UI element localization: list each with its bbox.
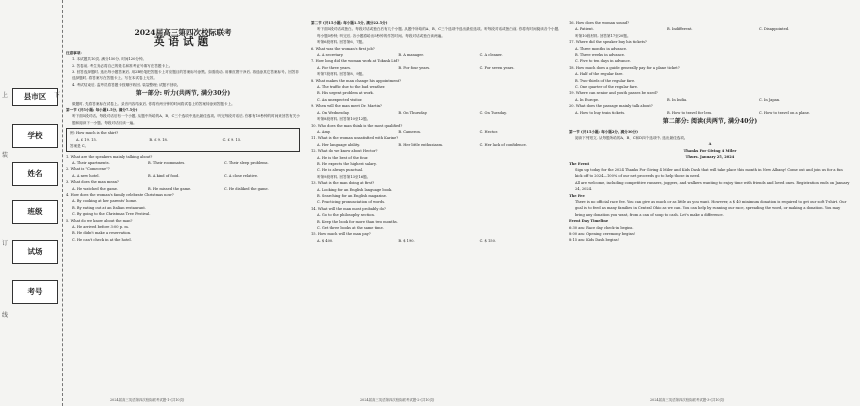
timeline-item: 8:00 am: Opening ceremony begins! [569, 232, 636, 236]
timeline-item: 8:15 am: Kids Dash begins! [569, 238, 620, 243]
fee-paragraph: There is no official race fee. You can give as much or as little as you want. However, a $ 40 minimum donation is required to get our soft T-shirt. Our goal is to feed as many families in Central Ohio as we can. You can help by running our race, spreading the word, or making a donation. You may bring any donation you want, from a can of soup to cash. Let's make a difference. [575, 199, 847, 217]
question-text: 20. What does the passage mainly talk about? [569, 104, 653, 109]
option[interactable]: A. Her language ability. [317, 142, 360, 147]
school-field[interactable]: 学校 [12, 124, 58, 148]
question-text: 16. How does the woman sound? [569, 21, 630, 25]
option[interactable]: B. On Thursday. [398, 110, 428, 115]
question [311, 148, 561, 174]
option[interactable]: A. Go to the philosophy section. [317, 213, 375, 218]
question [66, 179, 300, 192]
option[interactable]: C. $ 150. [479, 238, 496, 243]
question [311, 58, 561, 71]
page-footer: 2024届高三英语第四次校际联考试题-1-(共10页) [110, 398, 185, 402]
option[interactable]: B. Searching for an English magazine. [317, 193, 388, 198]
question-text: 15. How much will the man pay? [311, 232, 371, 237]
question [66, 166, 300, 179]
option[interactable]: B. Cameron. [398, 129, 422, 134]
question [569, 103, 851, 116]
option[interactable]: A. Patient. [575, 27, 594, 32]
option[interactable]: B. Three weeks in advance. [575, 53, 626, 58]
option[interactable]: C. A cleaner. [479, 53, 503, 58]
question-text: 19. Where can senior and youth passes be used? [569, 91, 658, 96]
option[interactable]: A. How to buy train tickets. [575, 110, 626, 115]
option[interactable]: C. Hector. [479, 129, 498, 134]
question [311, 103, 561, 116]
option[interactable]: B. A kind of food. [148, 173, 180, 178]
option[interactable]: C. Get three books at the same time. [317, 226, 384, 230]
option[interactable]: C. In Japan. [759, 97, 781, 102]
binding-char: 线 [2, 312, 9, 319]
passage-title: Thanks For Giving 4 Miler [683, 148, 737, 153]
option[interactable]: B. Her little enthusiasm. [398, 142, 444, 147]
instructions: 听下面5段对话。每段对话后有一个小题, 从题中所给的A、B、C三个选项中选出最佳选项。听完每段对话后, 你都有10秒钟的时间来回答有关小题和阅读下一小题。每段对话仅读一遍。 [72, 114, 300, 125]
option[interactable]: A. Half of the regular fare. [575, 72, 624, 77]
question [569, 33, 851, 65]
instructions: 阅读下列短文, 从每题所给的A、B、C和D四个选项中, 选出最佳选项。 [575, 135, 688, 140]
question-text: 2. What is "Comecene"? [66, 167, 110, 172]
option[interactable]: C. Five to ten days in advance. [575, 59, 631, 64]
page-2 [311, 0, 561, 244]
question-text: 3. What does the man mean? [66, 180, 119, 185]
example-question: 例: How much is the shirt? [70, 131, 119, 136]
option: A. £ 19. 15. [76, 137, 97, 142]
page-footer: 2024届高三英语第四次校际联考试题-3-(共10页) [650, 398, 725, 402]
question-text: 18. How much does a guide generally pay for a plane ticket? [569, 65, 680, 70]
question-text: 1. What are the speakers mainly talking about? [66, 154, 153, 159]
option[interactable]: C. He is always punctual. [317, 168, 364, 173]
question [311, 206, 561, 232]
option[interactable]: A. A secretary. [317, 53, 344, 58]
option: C. £ 9. 15. [222, 137, 242, 142]
option[interactable]: A. He watched the game. [72, 186, 118, 191]
note-item: 2. 答卷前, 考生务必将自己的姓名和准考证号填写在答题卡上。 [72, 63, 173, 68]
option[interactable]: C. Practicing pronunciation of words. [317, 200, 386, 205]
question [66, 218, 300, 244]
option[interactable]: A. He is the best of the four. [317, 155, 369, 160]
event-paragraph: All are welcome, including competitive runners, joggers, and walkers wanting to enjoy time with friends and loved ones. Registration ends on January 24, 2024. [575, 180, 850, 192]
option[interactable]: C. How to travel on a plane. [759, 110, 811, 115]
question [311, 39, 561, 58]
question-text: 11. What is the woman unsatisfied with Karine? [311, 136, 399, 141]
option[interactable]: C. By going to the Christmas Tree Festival. [72, 212, 151, 217]
option[interactable]: C. For seven years. [479, 65, 515, 70]
option[interactable]: C. One quarter of the regular fare. [575, 85, 639, 90]
question-text: 6. What was the woman's first job? [311, 46, 375, 51]
option[interactable]: C. Her lack of confidence. [479, 142, 527, 147]
question [569, 20, 851, 33]
option[interactable]: B. A manager. [398, 53, 424, 58]
question-lead: 听第10段材料, 回答第17至20题。 [575, 33, 631, 38]
name-field[interactable]: 姓名 [12, 162, 58, 186]
option[interactable]: B. He expects the highest salary. [317, 161, 377, 166]
option[interactable]: B. Keep the book for more than two months. [317, 219, 398, 224]
exam-subtitle: 英语试题 [153, 36, 213, 49]
question [311, 116, 561, 135]
option[interactable]: B. By eating out at an Italian restaurant. [72, 205, 147, 210]
question-text: 17. Where did the speaker buy his tickets? [569, 40, 647, 45]
section-heading: 第一节 (共5小题; 每小题1.5分, 满分7.5分) [66, 108, 138, 113]
option[interactable]: A. He arrived before 3:00 p. m. [72, 224, 129, 229]
option[interactable]: B. His urgent problem at work. [317, 91, 374, 96]
question-text: 9. When will the man meet Dr. Martin? [311, 104, 382, 109]
question-lead: 听第9段材料, 回答第13至16题。 [317, 174, 371, 179]
option[interactable]: C. He disliked the game. [224, 186, 269, 191]
note-item: 3. 回答选择题时, 选出每小题答案后, 用2B铅笔把答题卡上对应题目的答案标号涂黑。如需改动, 用橡皮擦干净后, 再选涂其它答案标号。回答非选择题时, 将答案写在答题卡上。写在本试卷上无效。 [72, 70, 300, 81]
option[interactable]: B. For four years. [398, 65, 431, 70]
binding-margin [0, 0, 63, 406]
section-heading: 第二节 (共15小题; 每小题1.5分, 满分22.5分) [311, 21, 388, 25]
option[interactable]: A. Looking for an English language book. [317, 187, 393, 192]
class-field[interactable]: 班级 [12, 200, 58, 224]
question [311, 71, 561, 103]
question-lead: 听第6段材料, 回答第6、7题。 [317, 40, 366, 45]
option[interactable]: A. A new hotel. [72, 173, 100, 178]
question [311, 231, 561, 244]
page-1 [66, 0, 300, 243]
question [66, 154, 300, 167]
event-paragraph: Sign up today for the 2024 Thanks For Giving 4 Miler and Kids Dash that will take place this month in New Albany! Come out and join us for a fun kick off to 2024—100% of our net proceeds go to help those in need. [575, 167, 843, 179]
question-list [66, 154, 300, 244]
question [311, 174, 561, 206]
option[interactable]: C. On Tuesday. [479, 110, 507, 115]
option[interactable]: C. A close relative. [224, 173, 259, 178]
example-box [66, 128, 300, 151]
option[interactable]: A. Three months in advance. [575, 46, 628, 51]
option: B. £ 9. 18. [149, 137, 168, 142]
timeline-item: 6:30 am: Race day check-in begins. [569, 225, 634, 230]
binding-char: 上 [2, 92, 9, 99]
question-lead: 听第8段材料, 回答第10至12题。 [317, 117, 371, 122]
section-heading: 第一节 (共15小题; 每小题2分, 满分30分) [569, 129, 638, 134]
instructions: 听下面5段对话或独白。每段对话或独白后有几个小题, 从题中所给的A、B、C三个选项中选出最佳选项。听每段对话或独白前, 你将有时间阅读各个小题, 每小题5秒钟; 听完后, 各小题将给出5秒钟的作答时间。每段对话或独白读两遍。 [317, 27, 560, 38]
page-3 [569, 0, 851, 244]
passage-letter: A [708, 142, 712, 147]
binding-char: 装 [2, 152, 9, 159]
fee-heading: The Fee [569, 193, 585, 198]
notes-heading: 注意事项: [66, 50, 82, 55]
page-footer: 2024届高三英语第四次校际联考试题-2-(共10页) [360, 398, 435, 402]
option[interactable]: A. Their apartments. [72, 160, 110, 165]
county-field[interactable]: 县市区 [12, 88, 58, 106]
part-heading: 第一部分: 听力(共两节, 满分30分) [135, 90, 231, 98]
option[interactable]: C. Their sleep problems. [224, 160, 269, 165]
question [569, 65, 851, 91]
option[interactable]: A. $ 400. [317, 238, 334, 243]
binding-char: 下 [54, 92, 61, 99]
event-heading: The Event [569, 161, 590, 166]
question-text: 13. What is the man doing at first? [311, 181, 375, 186]
note-item: 4. 考试结束后, 监考员将答题卡按顺序收回, 装袋整理; 试题不回收。 [72, 82, 181, 87]
question [569, 90, 851, 103]
passage-date: Thurs. January 25, 2024 [685, 155, 735, 160]
binding-char: 订 [2, 240, 9, 247]
question-text: 7. How long did the woman work at Toknsk Ltd? [311, 59, 400, 64]
note-item: 1. 本试题共10页, 满分150分, 时间120分钟。 [72, 57, 147, 62]
exam-number-field[interactable]: 考号 [12, 280, 58, 304]
timeline-heading: Event Day Timeline [569, 219, 609, 224]
question-text: 8. What makes the man change his appointment? [311, 78, 402, 83]
option[interactable]: B. In India. [667, 97, 688, 102]
question-text: 12. What do we know about Hector? [311, 149, 378, 154]
option[interactable]: B. Indifferent. [667, 27, 693, 32]
option[interactable]: B. Their roommates. [148, 160, 186, 165]
example-options [70, 137, 296, 143]
option[interactable]: A. On Wednesday. [317, 110, 350, 115]
question [311, 135, 561, 148]
option[interactable]: A. Amy. [317, 129, 331, 134]
question-text: 14. What will the man most probably do? [311, 206, 386, 211]
question-text: 4. How does the woman's family celebrate Christmas now? [66, 192, 174, 197]
option[interactable]: C. He can't check in at the hotel. [72, 237, 132, 242]
option[interactable]: C. An unexpected visitor. [317, 97, 363, 102]
option[interactable]: B. He missed the game. [148, 186, 192, 191]
room-field[interactable]: 试场 [12, 240, 58, 264]
question [66, 192, 300, 218]
option[interactable]: A. By cooking at her parents' home. [72, 199, 138, 204]
exam-title: 2024届高三第四次校际联考 [134, 28, 232, 37]
option[interactable]: B. $ 190. [398, 238, 415, 243]
instructions: 做题时, 先将答案标在试卷上。录音内容结束后, 你将有两分钟的时间将试卷上的答案转涂到答题卡上。 [72, 101, 235, 106]
example-answer: 答案是 C。 [70, 144, 89, 149]
part-heading: 第二部分: 阅读(共两节, 满分40分) [662, 118, 758, 126]
option[interactable]: C. Disappointed. [759, 27, 790, 32]
question-text: 10. Who does the man think is the most qualified? [311, 123, 403, 128]
option[interactable]: B. He didn't make a reservation. [72, 231, 132, 236]
option[interactable]: B. How to travel for less. [667, 110, 713, 115]
question-lead: 听第7段材料, 回答第8、9题。 [317, 72, 366, 77]
option[interactable]: A. For three years. [317, 65, 352, 70]
option[interactable]: A. In Europe. [575, 97, 600, 102]
option[interactable]: B. Two-thirds of the regular fare. [575, 78, 636, 83]
option[interactable]: A. The traffic due to the bad weather. [317, 85, 386, 90]
question-text: 5. What do we know about the man? [66, 218, 133, 223]
